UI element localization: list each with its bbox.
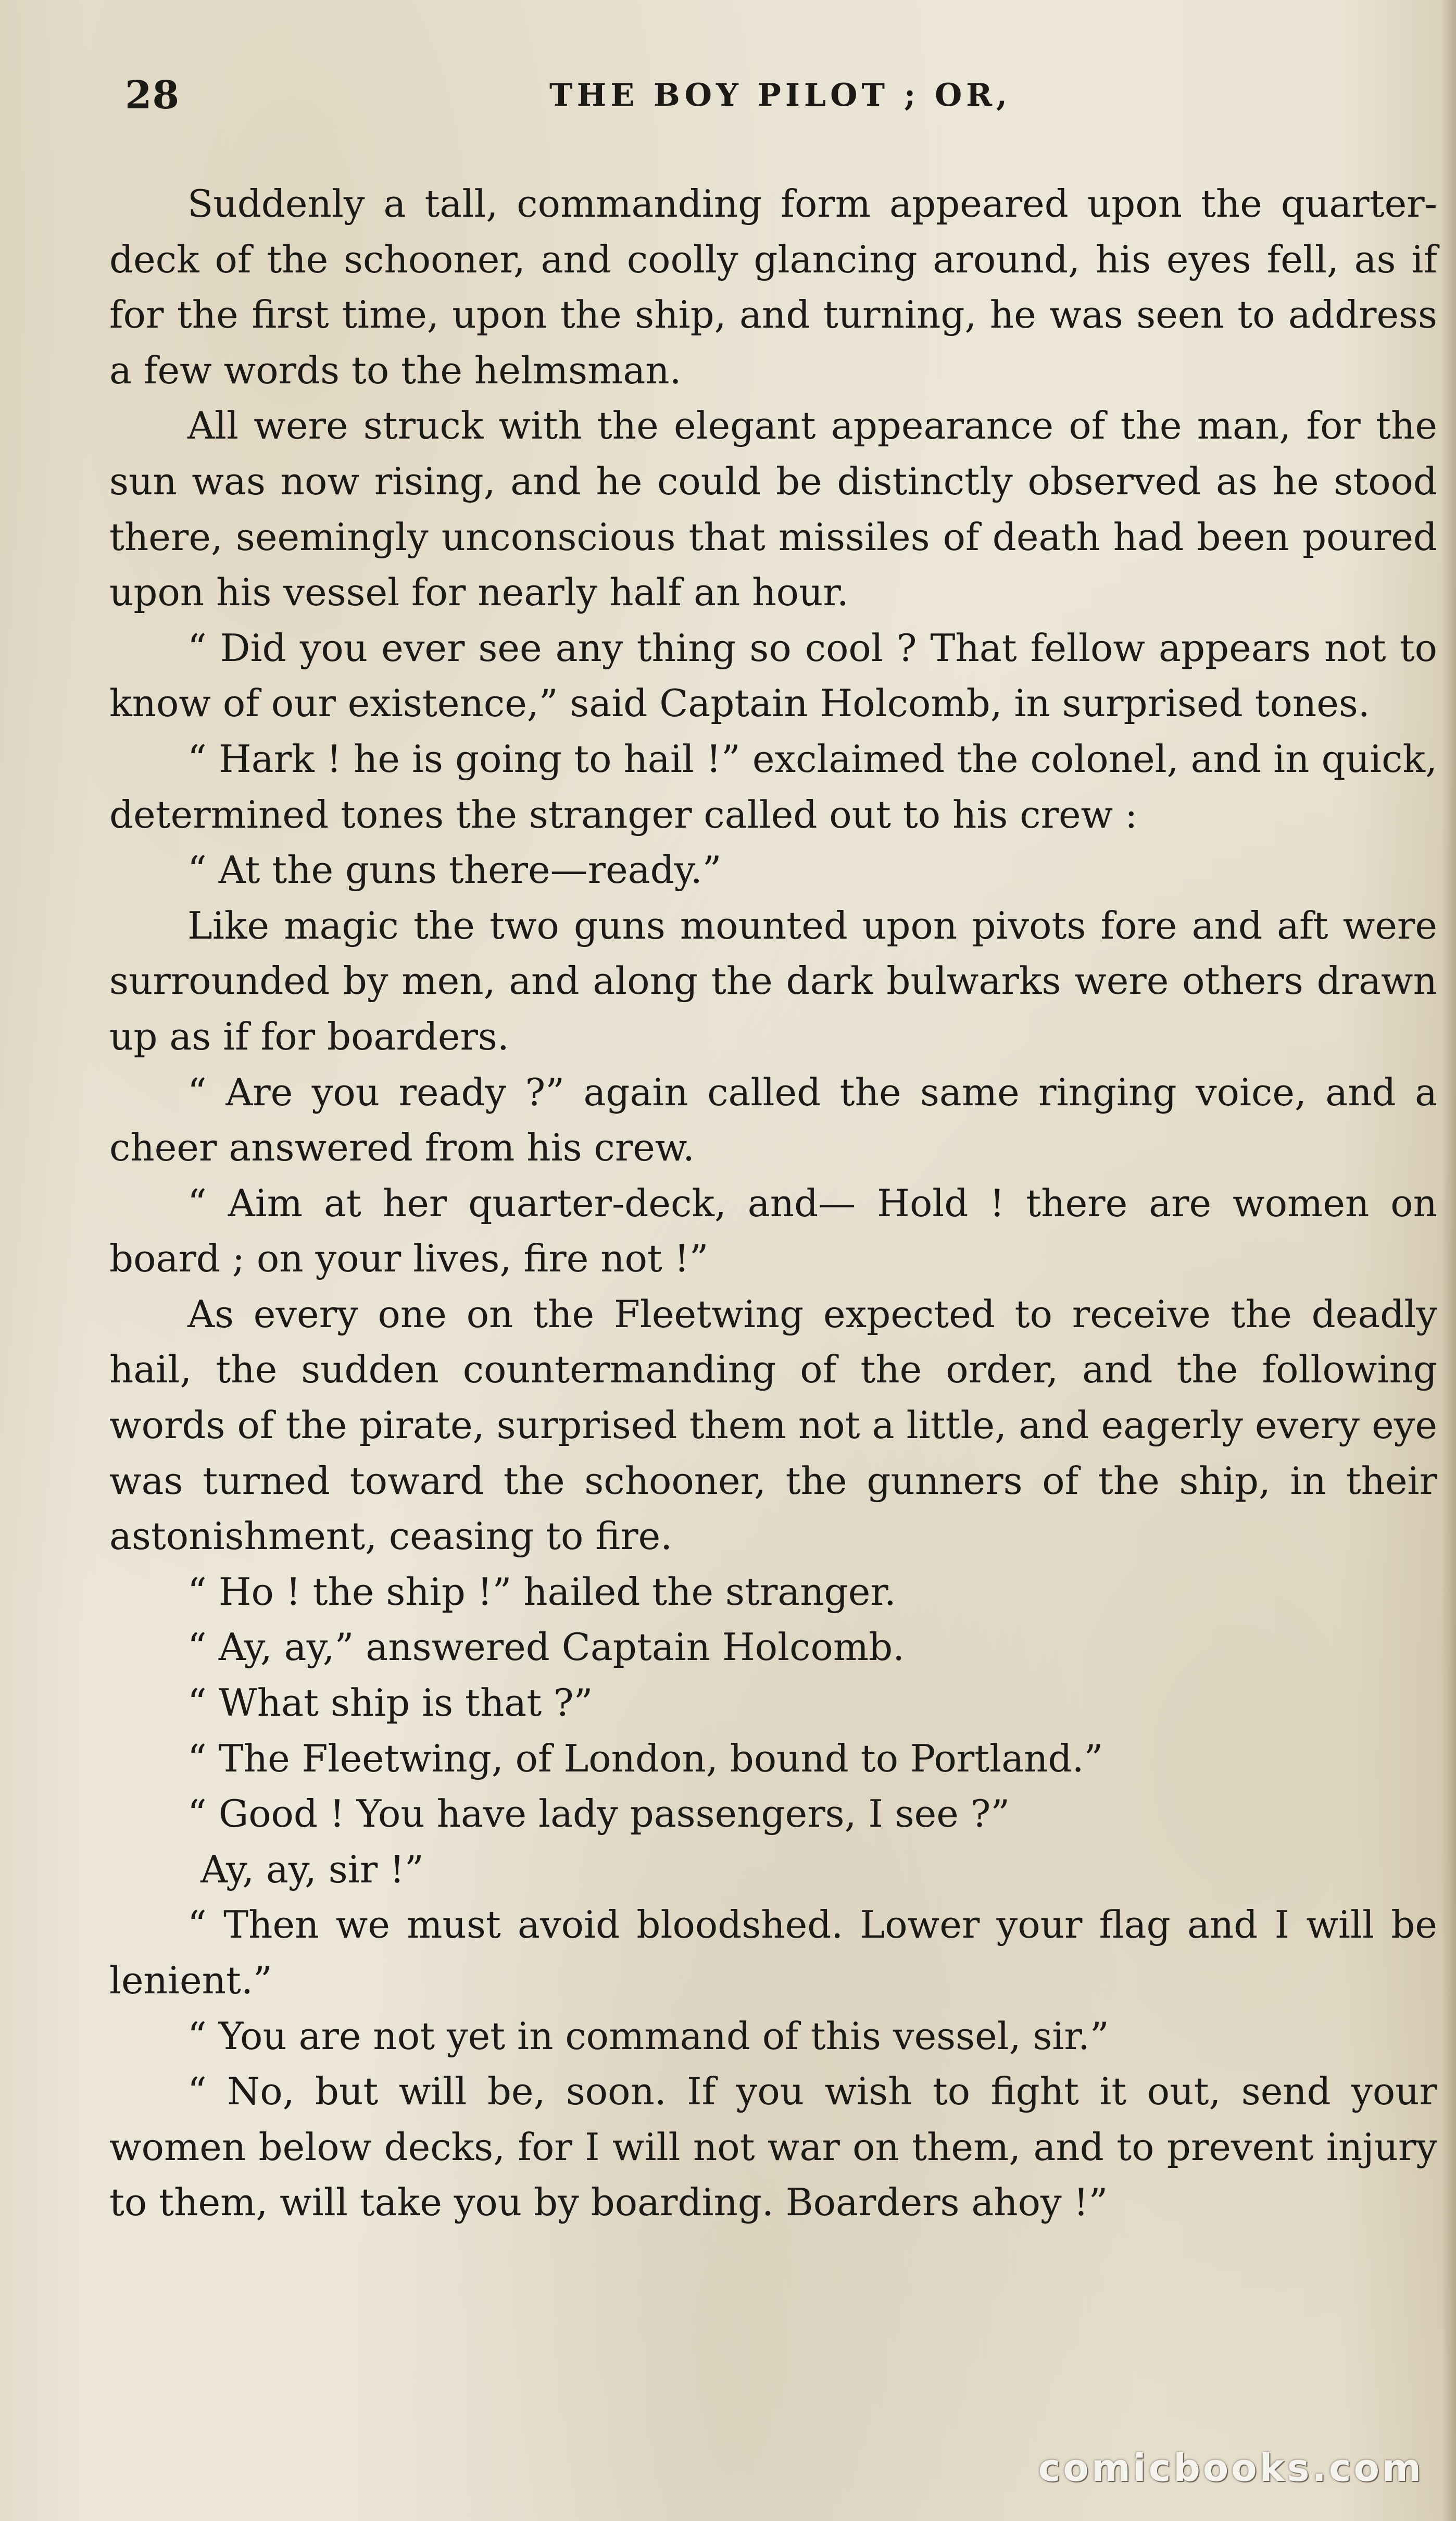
paragraph: “ Ay, ay,” answered Captain Holcomb. bbox=[187, 1625, 905, 1669]
paragraph: “ The Fleetwing, of London, bound to Portland.” bbox=[187, 1736, 1103, 1780]
paragraph: All were struck with the elegant appearance of the man, for the sun was now rising, and he could be distinctly observed as he stood there, seemingly unconscious that missiles of death had been poured upon his vessel for nearly half an hour. bbox=[109, 404, 1437, 615]
page-edge-shadow bbox=[1441, 0, 1456, 2521]
paragraph: “ At the guns there—ready.” bbox=[187, 848, 722, 892]
paragraph: “ No, but will be, soon. If you wish to fight it out, send your women below decks, for I will not war on them, and to prevent injury to them, will take you by boarding. Boarders ahoy !” bbox=[109, 2069, 1437, 2225]
paragraph: Like magic the two guns mounted upon pivots fore and aft were surrounded by men, and along the dark bulwarks were others drawn up as if for boarders. bbox=[109, 903, 1437, 1058]
paragraph: “ What ship is that ?” bbox=[187, 1681, 593, 1725]
paragraph: “ Ho ! the ship !” hailed the stranger. bbox=[187, 1569, 896, 1614]
body-text bbox=[109, 176, 1437, 2230]
paragraph: “ Then we must avoid bloodshed. Lower your flag and I will be lenient.” bbox=[109, 1903, 1437, 2002]
paragraph: “ Aim at her quarter-deck, and— Hold ! there are women on board ; on your lives, fire not !” bbox=[109, 1181, 1437, 1281]
paragraph: “ You are not yet in command of this vessel, sir.” bbox=[187, 2014, 1109, 2058]
paragraph: Suddenly a tall, commanding form appeared upon the quarter-deck of the schooner, and coolly glancing around, his eyes fell, as if for the first time, upon the ship, and turning, he was seen to address a few words to the helmsman. bbox=[109, 182, 1437, 392]
watermark: comicbooks.com bbox=[1038, 2446, 1424, 2490]
page-header bbox=[125, 73, 1425, 130]
paragraph: “ Are you ready ?” again called the same ringing voice, and a cheer answered from his crew. bbox=[109, 1070, 1437, 1170]
paragraph: “ Good ! You have lady passengers, I see ?” bbox=[187, 1792, 1010, 1836]
paragraph: “ Hark ! he is going to hail !” exclaimed the colonel, and in quick, determined tones the stranger called out to his crew : bbox=[109, 737, 1437, 837]
paragraph: Ay, ay, sir !” bbox=[200, 1847, 424, 1891]
paragraph: As every one on the Fleetwing expected to receive the deadly hail, the sudden countermanding of the order, and the following words of the pirate, surprised them not a little, and eagerly every eye was turned toward the schooner, the gunners of the ship, in their astonishment, ceasing to fire. bbox=[109, 1292, 1437, 1558]
running-head: THE BOY PILOT ; OR, bbox=[549, 77, 1011, 114]
page-number: 28 bbox=[125, 73, 180, 118]
paragraph: “ Did you ever see any thing so cool ? That fellow appears not to know of our existence,” said Captain Holcomb, in surprised tones. bbox=[109, 626, 1437, 726]
